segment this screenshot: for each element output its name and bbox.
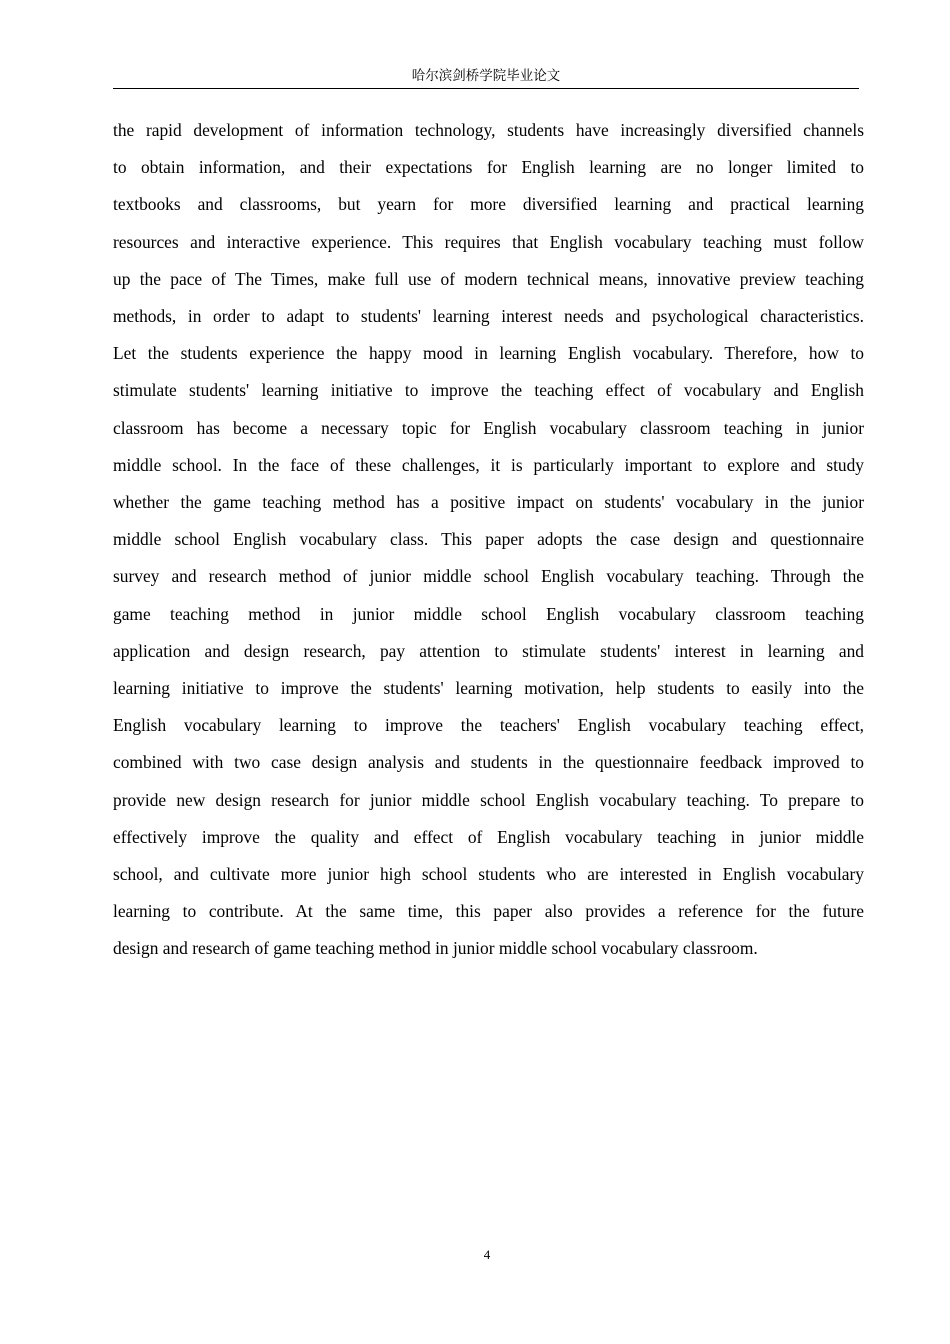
page-number: 4	[483, 1247, 491, 1262]
body-line: learning to contribute. At the same time, this paper also provides a reference for the future	[113, 901, 864, 922]
body-line: the rapid development of information technology, students have increasingly diversified channels	[113, 120, 864, 140]
body-line: combined with two case design analysis and students in the questionnaire feedback improved to	[113, 752, 864, 773]
body-line: Let the students experience the happy mood in learning English vocabulary. Therefore, how to	[113, 343, 864, 364]
body-line: middle school English vocabulary class. This paper adopts the case design and questionnaire	[113, 529, 864, 550]
body-line: school, and cultivate more junior high school students who are interested in English vocabulary	[113, 864, 864, 885]
body-line: methods, in order to adapt to students' learning interest needs and psychological characteristics.	[113, 306, 864, 327]
body-line: to obtain information, and their expectations for English learning are no longer limited to	[113, 157, 864, 178]
body-line: design and research of game teaching method in junior middle school vocabulary classroom.	[113, 938, 758, 959]
body-line: classroom has become a necessary topic for English vocabulary classroom teaching in junior	[113, 417, 864, 438]
body-line: learning initiative to improve the students' learning motivation, help students to easily into the	[113, 678, 864, 699]
body-line: application and design research, pay attention to stimulate students' interest in learning and	[113, 640, 864, 661]
page-header	[113, 66, 859, 89]
body-line: stimulate students' learning initiative to improve the teaching effect of vocabulary and English	[113, 380, 864, 401]
body-line: whether the game teaching method has a positive impact on students' vocabulary in the junior	[113, 492, 864, 513]
body-line: survey and research method of junior middle school English vocabulary teaching. Through the	[113, 566, 864, 587]
body-line: English vocabulary learning to improve the teachers' English vocabulary teaching effect,	[113, 715, 864, 736]
header-title: 哈尔滨剑桥学院毕业论文	[411, 68, 561, 83]
body-line: textbooks and classrooms, but yearn for more diversified learning and practical learning	[113, 194, 864, 215]
body-line: provide new design research for junior middle school English vocabulary teaching. To prepare to	[113, 789, 864, 810]
body-line: game teaching method in junior middle school English vocabulary classroom teaching	[113, 603, 864, 624]
body-line: up the pace of The Times, make full use of modern technical means, innovative preview teaching	[113, 268, 864, 289]
body-line: effectively improve the quality and effect of English vocabulary teaching in junior middle	[113, 826, 864, 847]
body-line: resources and interactive experience. This requires that English vocabulary teaching must follow	[113, 231, 864, 252]
body-line: middle school. In the face of these challenges, it is particularly important to explore and study	[113, 454, 864, 475]
body-paragraph	[113, 112, 864, 968]
